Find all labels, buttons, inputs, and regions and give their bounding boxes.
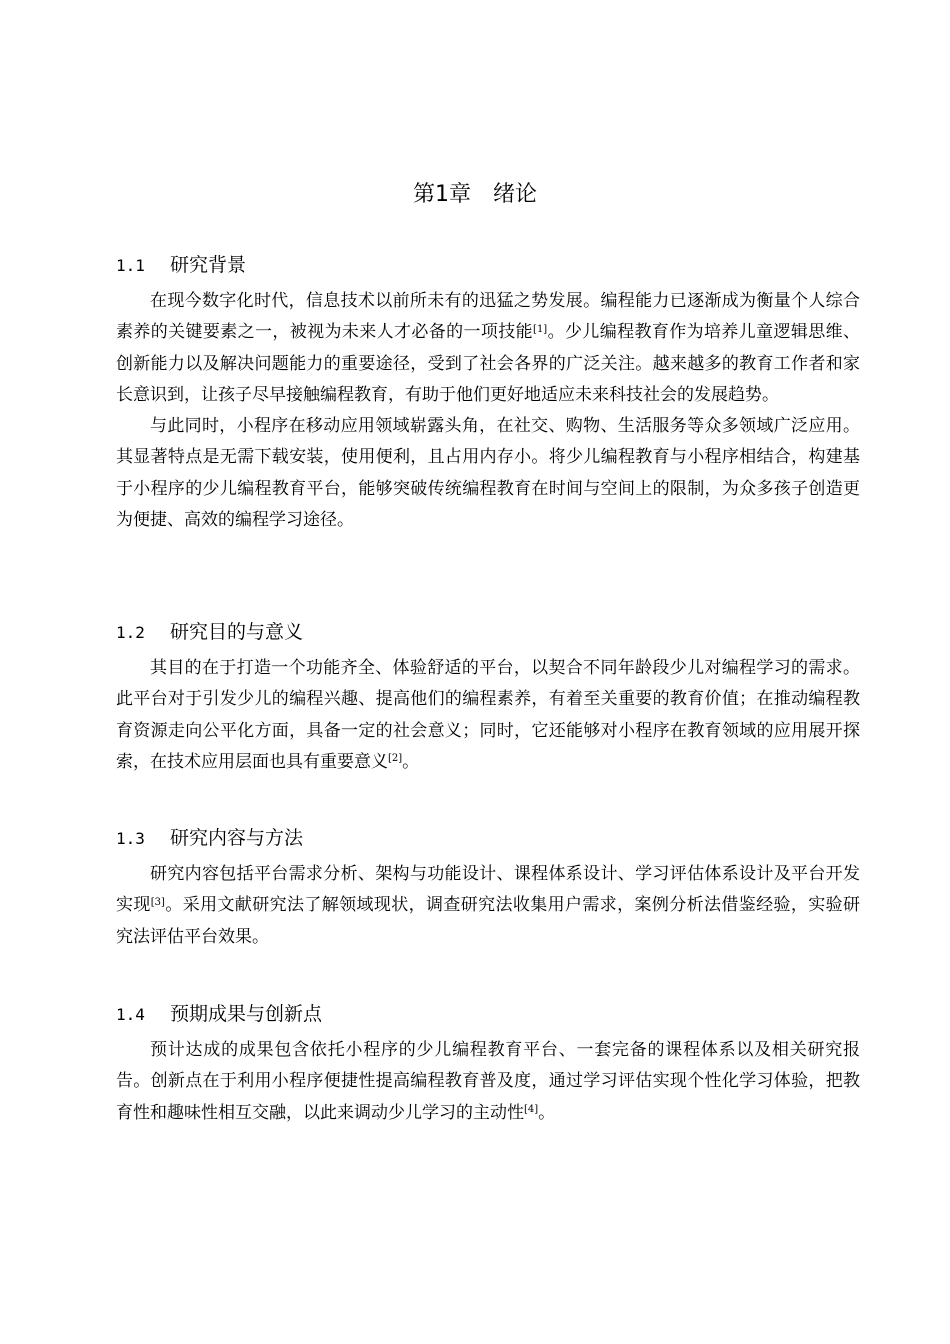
section-title: 研究背景 [170, 254, 247, 276]
section-heading [116, 823, 860, 853]
section-number: 1.3 [116, 829, 145, 848]
section-title: 预期成果与创新点 [170, 1003, 323, 1025]
section-heading [116, 250, 860, 280]
section-title: 研究内容与方法 [170, 827, 304, 849]
section-number: 1.4 [116, 1005, 145, 1024]
section-research-background [116, 250, 860, 536]
paragraph: 与此同时，小程序在移动应用领域崭露头角，在社交、购物、生活服务等众多领域广泛应用。其显著特点是无需下载安装，使用便利，且占用内存小。将少儿编程教育与小程序相结合，构建基于小程序的少儿编程教育平台，能够突破传统编程教育在时间与空间上的限制，为众多孩子创造更为便捷、高效的编程学习途径。 [116, 416, 860, 531]
section-heading [116, 617, 860, 647]
paragraph: 在现今数字化时代，信息技术以前所未有的迅猛之势发展。编程能力已逐渐成为衡量个人综合素养的关键要素之一，被视为未来人才必备的一项技能[1]。少儿编程教育作为培养儿童逻辑思维、创新能力以及解决问题能力的重要途径，受到了社会各界的广泛关注。越来越多的教育工作者和家长意识到，让孩子尽早接触编程教育，有助于他们更好地适应未来科技社会的发展趋势。 [116, 291, 861, 405]
paragraph: 预计达成的成果包含依托小程序的少儿编程教育平台、一套完备的课程体系以及相关研究报告。创新点在于利用小程序便捷性提高编程教育普及度，通过学习评估实现个性化学习体验，把教育性和趣味性相互交融，以此来调动少儿学习的主动性[4]。 [116, 1040, 860, 1123]
paragraph: 研究内容包括平台需求分析、架构与功能设计、课程体系设计、学习评估体系设计及平台开发实现[3]。采用文献研究法了解领域现状，调查研究法收集用户需求，案例分析法借鉴经验，实验研究法评估平台效果。 [116, 864, 861, 947]
chapter-name: 绪论 [492, 182, 537, 207]
paragraph: 其目的在于打造一个功能齐全、体验舒适的平台，以契合不同年龄段少儿对编程学习的需求。此平台对于引发少儿的编程兴趣、提高他们的编程素养，有着至关重要的教育价值；在推动编程教育资源走向公平化方面，具备一定的社会意义；同时，它还能够对小程序在教育领域的应用展开探索，在技术应用层面也具有重要意义[2]。 [116, 658, 860, 772]
citation-ref[interactable]: [2] [388, 753, 403, 765]
chapter-label: 第1章 [412, 182, 471, 207]
citation-ref[interactable]: [1] [533, 323, 548, 335]
section-expected-results [116, 999, 860, 1129]
section-title: 研究目的与意义 [170, 621, 304, 643]
section-number: 1.2 [116, 623, 145, 642]
chapter-title [0, 178, 950, 212]
section-number: 1.1 [116, 256, 145, 275]
section-research-purpose [116, 617, 860, 778]
section-research-content [116, 823, 860, 953]
citation-ref[interactable]: [4] [524, 1103, 539, 1115]
citation-ref[interactable]: [3] [150, 896, 165, 908]
section-heading [116, 999, 860, 1029]
